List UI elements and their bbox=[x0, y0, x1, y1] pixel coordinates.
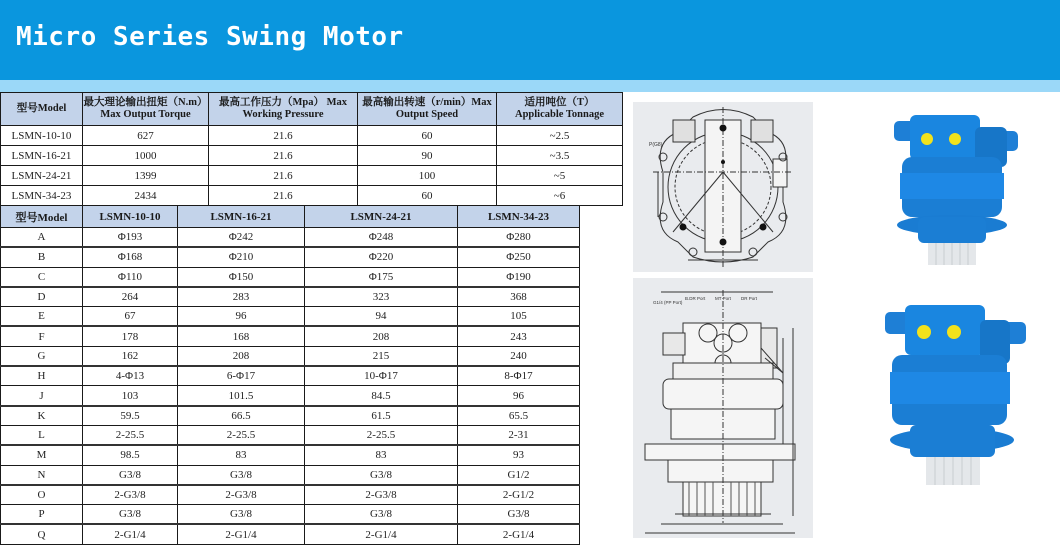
column-header-pressure: 最高工作压力（Mpa） Max Working Pressure bbox=[209, 93, 358, 126]
svg-text:P(G8): P(G8) bbox=[649, 142, 663, 148]
cell-lsmn-34-23: 240 bbox=[458, 346, 580, 366]
performance-table bbox=[0, 92, 623, 206]
cell-lsmn-16-21: G3/8 bbox=[178, 465, 305, 485]
cell-dimension: F bbox=[1, 326, 83, 346]
cell-dimension: E bbox=[1, 307, 83, 327]
cell-lsmn-34-23: 105 bbox=[458, 307, 580, 327]
cell-lsmn-34-23: 243 bbox=[458, 326, 580, 346]
cell-lsmn-10-10: 264 bbox=[83, 287, 178, 307]
table-row bbox=[1, 326, 580, 346]
cell-lsmn-24-21: 208 bbox=[305, 326, 458, 346]
cell-lsmn-34-23: Φ190 bbox=[458, 267, 580, 287]
cell-lsmn-10-10: 103 bbox=[83, 386, 178, 406]
table-row bbox=[1, 465, 580, 485]
cell-lsmn-34-23: 93 bbox=[458, 445, 580, 465]
svg-text:MT Port: MT Port bbox=[715, 296, 731, 301]
cell-lsmn-10-10: 178 bbox=[83, 326, 178, 346]
cell-lsmn-24-21: Φ248 bbox=[305, 228, 458, 248]
table-header-row bbox=[1, 93, 623, 126]
cell-torque: 2434 bbox=[83, 186, 209, 206]
cell-lsmn-10-10: 2-25.5 bbox=[83, 425, 178, 445]
cell-lsmn-24-21: 2-G1/4 bbox=[305, 524, 458, 544]
cell-dimension: N bbox=[1, 465, 83, 485]
table-row bbox=[1, 366, 580, 386]
cell-lsmn-24-21: 2-25.5 bbox=[305, 425, 458, 445]
side-view-diagram-icon bbox=[633, 278, 813, 538]
table-row bbox=[1, 228, 580, 248]
cell-model: LSMN-16-21 bbox=[1, 146, 83, 166]
svg-text:DR Port: DR Port bbox=[741, 296, 758, 301]
cell-lsmn-24-21: 61.5 bbox=[305, 406, 458, 426]
cell-lsmn-34-23: G1/2 bbox=[458, 465, 580, 485]
cell-speed: 60 bbox=[358, 186, 497, 206]
cell-model: LSMN-34-23 bbox=[1, 186, 83, 206]
swing-motor-image-icon bbox=[880, 105, 1020, 275]
cell-lsmn-16-21: Φ210 bbox=[178, 247, 305, 267]
cell-lsmn-10-10: 2-G3/8 bbox=[83, 485, 178, 505]
top-view-diagram-icon bbox=[633, 102, 813, 272]
cell-pressure: 21.6 bbox=[209, 126, 358, 146]
cell-dimension: M bbox=[1, 445, 83, 465]
cell-lsmn-34-23: Φ280 bbox=[458, 228, 580, 248]
side-view-drawing bbox=[633, 278, 813, 538]
cell-lsmn-10-10: Φ110 bbox=[83, 267, 178, 287]
cell-lsmn-24-21: 10-Φ17 bbox=[305, 366, 458, 386]
cell-tonnage: ~5 bbox=[497, 166, 623, 186]
table-row bbox=[1, 524, 580, 544]
cell-lsmn-16-21: 2-25.5 bbox=[178, 425, 305, 445]
column-header-lsmn-34-23: LSMN-34-23 bbox=[458, 206, 580, 228]
cell-lsmn-16-21: Φ242 bbox=[178, 228, 305, 248]
cell-lsmn-24-21: 83 bbox=[305, 445, 458, 465]
cell-lsmn-16-21: 168 bbox=[178, 326, 305, 346]
table-header-row bbox=[1, 206, 580, 228]
table-row bbox=[1, 166, 623, 186]
cell-dimension: O bbox=[1, 485, 83, 505]
column-header-tonnage: 适用吨位（T） Applicable Tonnage bbox=[497, 93, 623, 126]
cell-dimension: J bbox=[1, 386, 83, 406]
cell-lsmn-10-10: 67 bbox=[83, 307, 178, 327]
table-row bbox=[1, 247, 580, 267]
table-row bbox=[1, 126, 623, 146]
cell-lsmn-10-10: 98.5 bbox=[83, 445, 178, 465]
cell-dimension: C bbox=[1, 267, 83, 287]
cell-lsmn-10-10: Φ193 bbox=[83, 228, 178, 248]
cell-tonnage: ~3.5 bbox=[497, 146, 623, 166]
cell-lsmn-24-21: Φ220 bbox=[305, 247, 458, 267]
cell-lsmn-16-21: G3/8 bbox=[178, 505, 305, 525]
svg-text:B.DR Port: B.DR Port bbox=[685, 296, 706, 301]
page-title: Micro Series Swing Motor bbox=[16, 22, 404, 52]
cell-lsmn-16-21: 6-Φ17 bbox=[178, 366, 305, 386]
cell-lsmn-10-10: G3/8 bbox=[83, 505, 178, 525]
cell-dimension: G bbox=[1, 346, 83, 366]
table-row bbox=[1, 485, 580, 505]
cell-lsmn-24-21: 323 bbox=[305, 287, 458, 307]
banner-accent-band bbox=[0, 80, 1060, 92]
cell-lsmn-16-21: 208 bbox=[178, 346, 305, 366]
table-row bbox=[1, 346, 580, 366]
cell-lsmn-16-21: 96 bbox=[178, 307, 305, 327]
top-view-drawing bbox=[633, 102, 813, 272]
cell-speed: 100 bbox=[358, 166, 497, 186]
table-row bbox=[1, 146, 623, 166]
table-row bbox=[1, 505, 580, 525]
cell-torque: 1399 bbox=[83, 166, 209, 186]
cell-speed: 90 bbox=[358, 146, 497, 166]
cell-model: LSMN-10-10 bbox=[1, 126, 83, 146]
cell-lsmn-34-23: 8-Φ17 bbox=[458, 366, 580, 386]
column-header-lsmn-24-21: LSMN-24-21 bbox=[305, 206, 458, 228]
cell-dimension: D bbox=[1, 287, 83, 307]
column-header-lsmn-16-21: LSMN-16-21 bbox=[178, 206, 305, 228]
cell-pressure: 21.6 bbox=[209, 186, 358, 206]
table-row bbox=[1, 267, 580, 287]
cell-dimension: K bbox=[1, 406, 83, 426]
cell-dimension: P bbox=[1, 505, 83, 525]
cell-dimension: H bbox=[1, 366, 83, 386]
cell-lsmn-16-21: 66.5 bbox=[178, 406, 305, 426]
cell-pressure: 21.6 bbox=[209, 166, 358, 186]
motor-photo-2 bbox=[880, 300, 1030, 490]
cell-tonnage: ~6 bbox=[497, 186, 623, 206]
cell-dimension: Q bbox=[1, 524, 83, 544]
cell-lsmn-10-10: 59.5 bbox=[83, 406, 178, 426]
cell-lsmn-24-21: 215 bbox=[305, 346, 458, 366]
table-row bbox=[1, 186, 623, 206]
cell-dimension: L bbox=[1, 425, 83, 445]
table-row bbox=[1, 386, 580, 406]
cell-lsmn-16-21: 83 bbox=[178, 445, 305, 465]
cell-lsmn-34-23: 96 bbox=[458, 386, 580, 406]
dimension-table bbox=[0, 205, 580, 545]
cell-lsmn-24-21: Φ175 bbox=[305, 267, 458, 287]
swing-motor-image-icon bbox=[880, 300, 1030, 490]
cell-lsmn-16-21: 283 bbox=[178, 287, 305, 307]
cell-lsmn-34-23: 2-31 bbox=[458, 425, 580, 445]
svg-text:G1/4 (PP Port): G1/4 (PP Port) bbox=[653, 300, 683, 305]
cell-lsmn-24-21: 94 bbox=[305, 307, 458, 327]
cell-lsmn-10-10: G3/8 bbox=[83, 465, 178, 485]
cell-lsmn-34-23: 65.5 bbox=[458, 406, 580, 426]
cell-dimension: B bbox=[1, 247, 83, 267]
table-row bbox=[1, 445, 580, 465]
cell-lsmn-16-21: 2-G1/4 bbox=[178, 524, 305, 544]
cell-lsmn-34-23: 2-G1/4 bbox=[458, 524, 580, 544]
table-row bbox=[1, 406, 580, 426]
cell-torque: 627 bbox=[83, 126, 209, 146]
title-banner bbox=[0, 0, 1060, 80]
table-row bbox=[1, 287, 580, 307]
cell-lsmn-10-10: 2-G1/4 bbox=[83, 524, 178, 544]
column-header-torque: 最大理论输出扭矩（N.m） Max Output Torque bbox=[83, 93, 209, 126]
cell-speed: 60 bbox=[358, 126, 497, 146]
cell-lsmn-16-21: Φ150 bbox=[178, 267, 305, 287]
cell-lsmn-34-23: Φ250 bbox=[458, 247, 580, 267]
cell-lsmn-24-21: G3/8 bbox=[305, 465, 458, 485]
motor-photo-1 bbox=[880, 105, 1020, 275]
cell-lsmn-24-21: 2-G3/8 bbox=[305, 485, 458, 505]
column-header-model: 型号Model bbox=[1, 93, 83, 126]
table-row bbox=[1, 307, 580, 327]
cell-lsmn-10-10: 4-Φ13 bbox=[83, 366, 178, 386]
cell-tonnage: ~2.5 bbox=[497, 126, 623, 146]
cell-lsmn-10-10: Φ168 bbox=[83, 247, 178, 267]
cell-lsmn-34-23: 2-G1/2 bbox=[458, 485, 580, 505]
cell-pressure: 21.6 bbox=[209, 146, 358, 166]
cell-lsmn-16-21: 101.5 bbox=[178, 386, 305, 406]
cell-model: LSMN-24-21 bbox=[1, 166, 83, 186]
cell-lsmn-34-23: G3/8 bbox=[458, 505, 580, 525]
cell-dimension: A bbox=[1, 228, 83, 248]
table-row bbox=[1, 425, 580, 445]
column-header-model: 型号Model bbox=[1, 206, 83, 228]
column-header-lsmn-10-10: LSMN-10-10 bbox=[83, 206, 178, 228]
cell-lsmn-16-21: 2-G3/8 bbox=[178, 485, 305, 505]
cell-lsmn-24-21: G3/8 bbox=[305, 505, 458, 525]
column-header-speed: 最高输出转速（r/min）Max Output Speed bbox=[358, 93, 497, 126]
cell-lsmn-24-21: 84.5 bbox=[305, 386, 458, 406]
cell-lsmn-34-23: 368 bbox=[458, 287, 580, 307]
cell-torque: 1000 bbox=[83, 146, 209, 166]
cell-lsmn-10-10: 162 bbox=[83, 346, 178, 366]
